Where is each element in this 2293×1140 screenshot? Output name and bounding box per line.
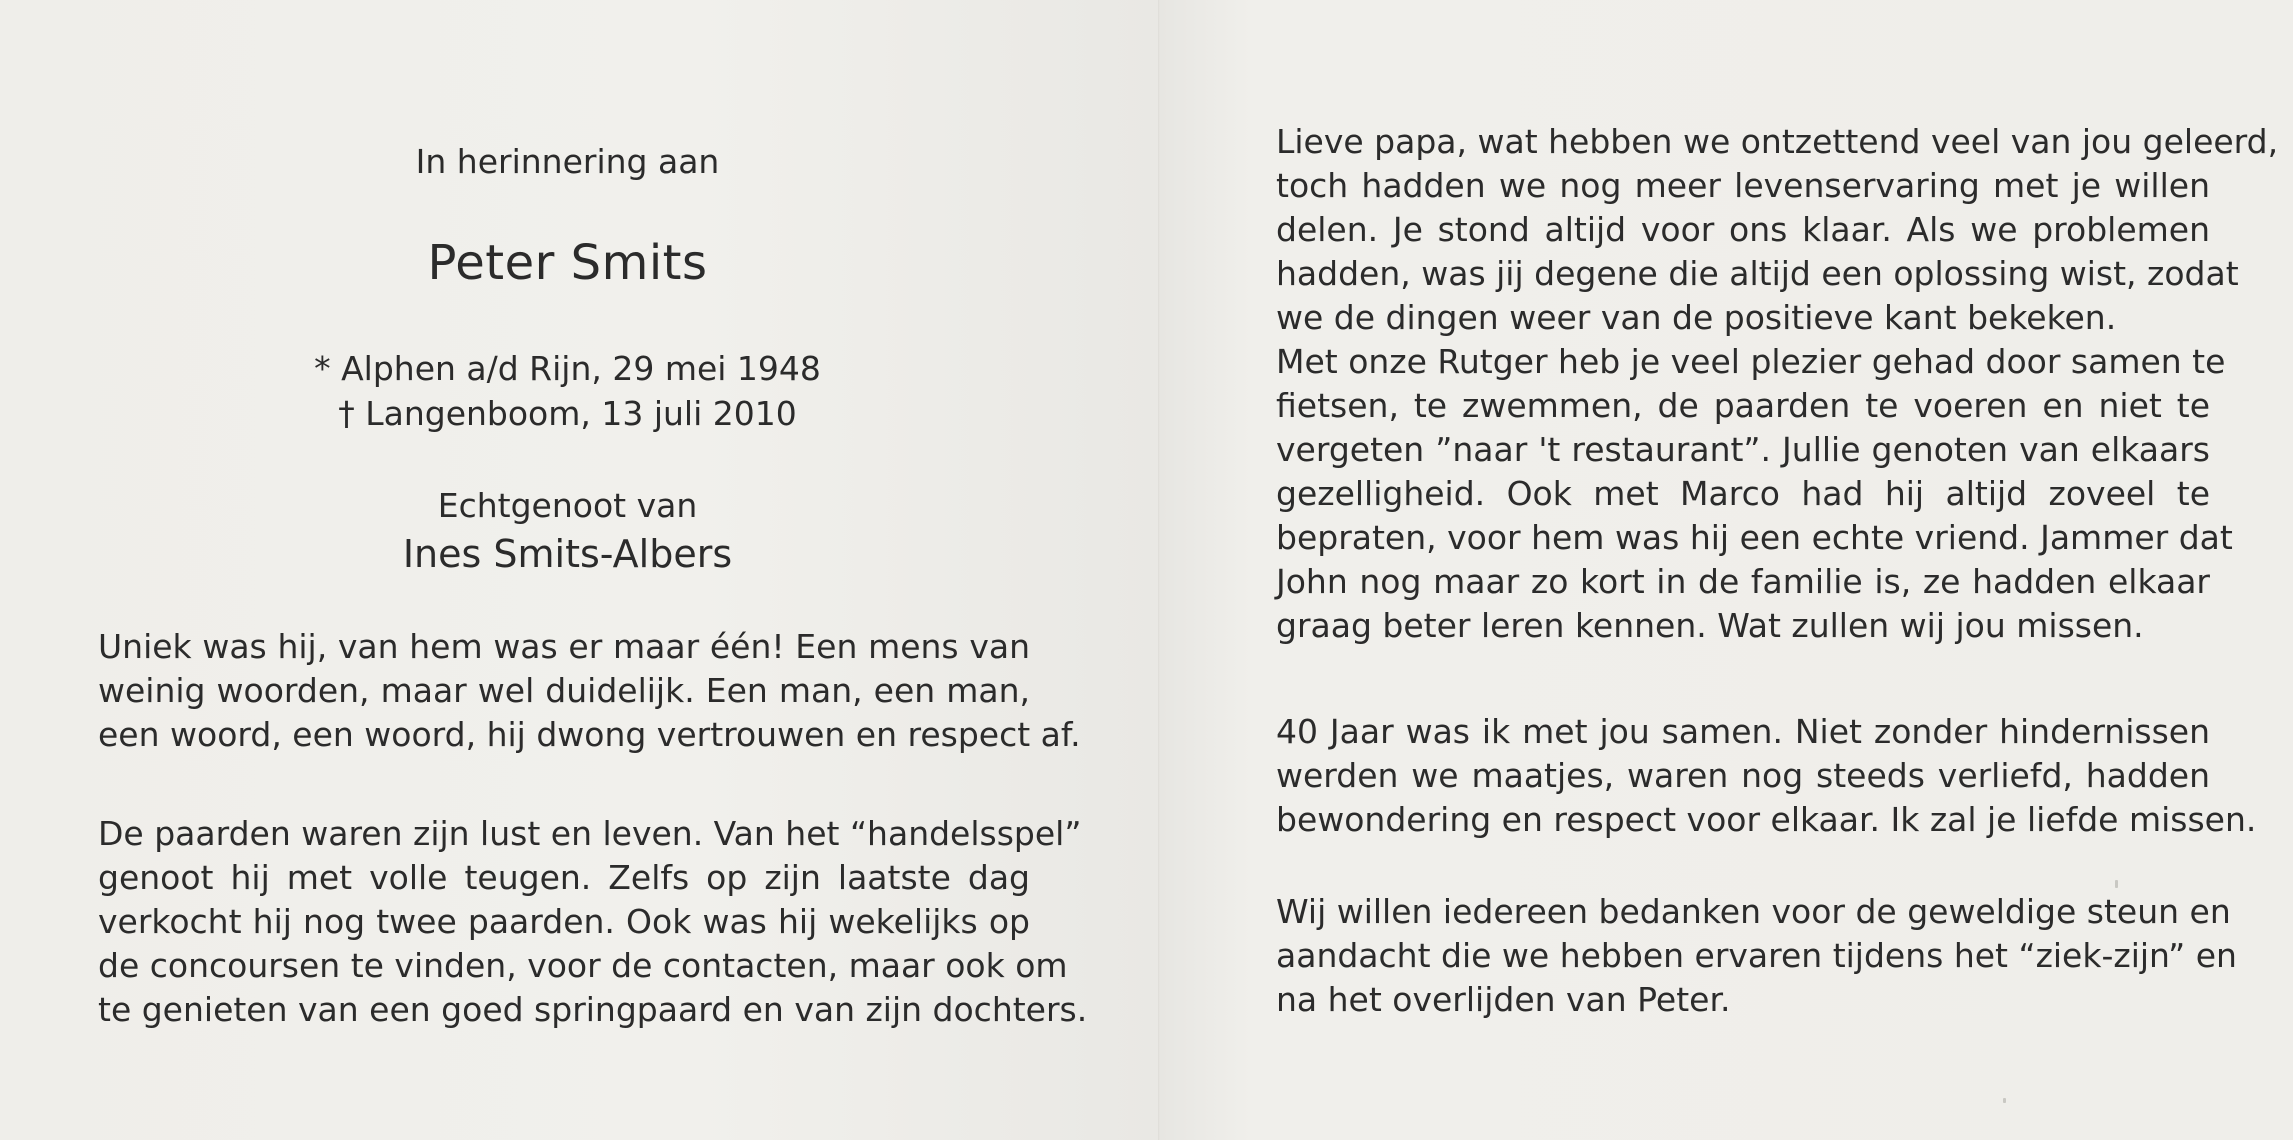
text-line: bepraten, voor hem was hij een echte vriend. Jammer dat (1276, 518, 2233, 557)
spouse-block (0, 483, 1135, 579)
deceased-name: Peter Smits (427, 235, 708, 291)
spouse-name: Ines Smits-Albers (402, 532, 733, 576)
paragraph-character (98, 625, 1081, 757)
text-line: toch hadden we nog meer levenservaring met je willen (1276, 166, 2210, 205)
text-line: werden we maatjes, waren nog steeds verliefd, hadden (1276, 756, 2210, 795)
text-line: hadden, was jij degene die altijd een oplossing wist, zodat (1276, 254, 2239, 293)
text-line: Met onze Rutger heb je veel plezier gehad door samen te (1276, 342, 2226, 381)
text-line: een woord, een woord, hij dwong vertrouwen en respect af. (98, 715, 1081, 754)
text-line: Lieve papa, wat hebben we ontzettend veel van jou geleerd, (1276, 122, 2279, 161)
text-line: bewondering en respect voor elkaar. Ik zal je liefde missen. (1276, 800, 2257, 839)
text-line: John nog maar zo kort in de familie is, ze hadden elkaar (1276, 562, 2210, 601)
text-line: gezelligheid. Ook met Marco had hij altijd zoveel te (1276, 474, 2210, 513)
birth-line: * Alphen a/d Rijn, 29 mei 1948 (314, 349, 821, 388)
text-line: genoot hij met volle teugen. Zelfs op zijn laatste dag (98, 858, 1030, 897)
paragraph-40-jaar (1276, 710, 2257, 842)
death-line: † Langenboom, 13 juli 2010 (338, 394, 797, 433)
intro-text: In herinnering aan (415, 142, 720, 181)
text-line: vergeten ”naar 't restaurant”. Jullie genoten van elkaars (1276, 430, 2210, 469)
text-line: Uniek was hij, van hem was er maar één! Een mens van (98, 627, 1030, 666)
paper-speck (2003, 1098, 2006, 1103)
text-line: te genieten van een goed springpaard en van zijn dochters. (98, 990, 1088, 1029)
text-line: Wij willen iedereen bedanken voor de geweldige steun en (1276, 892, 2231, 931)
text-line: na het overlijden van Peter. (1276, 980, 1731, 1019)
text-line: we de dingen weer van de positieve kant bekeken. (1276, 298, 2117, 337)
paragraph-horses (98, 812, 1088, 1032)
text-line: aandacht die we hebben ervaren tijdens het “ziek-zijn” en (1276, 936, 2237, 975)
text-line: verkocht hij nog twee paarden. Ook was hij wekelijks op (98, 902, 1030, 941)
paragraph-lieve-papa (1276, 120, 2279, 648)
text-line: 40 Jaar was ik met jou samen. Niet zonder hindernissen (1276, 712, 2210, 751)
paper-speck (2115, 880, 2118, 888)
text-line: fietsen, te zwemmen, de paarden te voeren en niet te (1276, 386, 2210, 425)
text-line: delen. Je stond altijd voor ons klaar. Als we problemen (1276, 210, 2210, 249)
text-line: weinig woorden, maar wel duidelijk. Een man, een man, (98, 671, 1030, 710)
spouse-label: Echtgenoot van (437, 486, 698, 525)
text-line: De paarden waren zijn lust en leven. Van het “handelsspel” (98, 814, 1082, 853)
text-line: graag beter leren kennen. Wat zullen wij jou missen. (1276, 606, 2144, 645)
paragraph-thanks (1276, 890, 2237, 1022)
text-line: de concoursen te vinden, voor de contacten, maar ook om (98, 946, 1068, 985)
life-dates (0, 346, 1135, 436)
